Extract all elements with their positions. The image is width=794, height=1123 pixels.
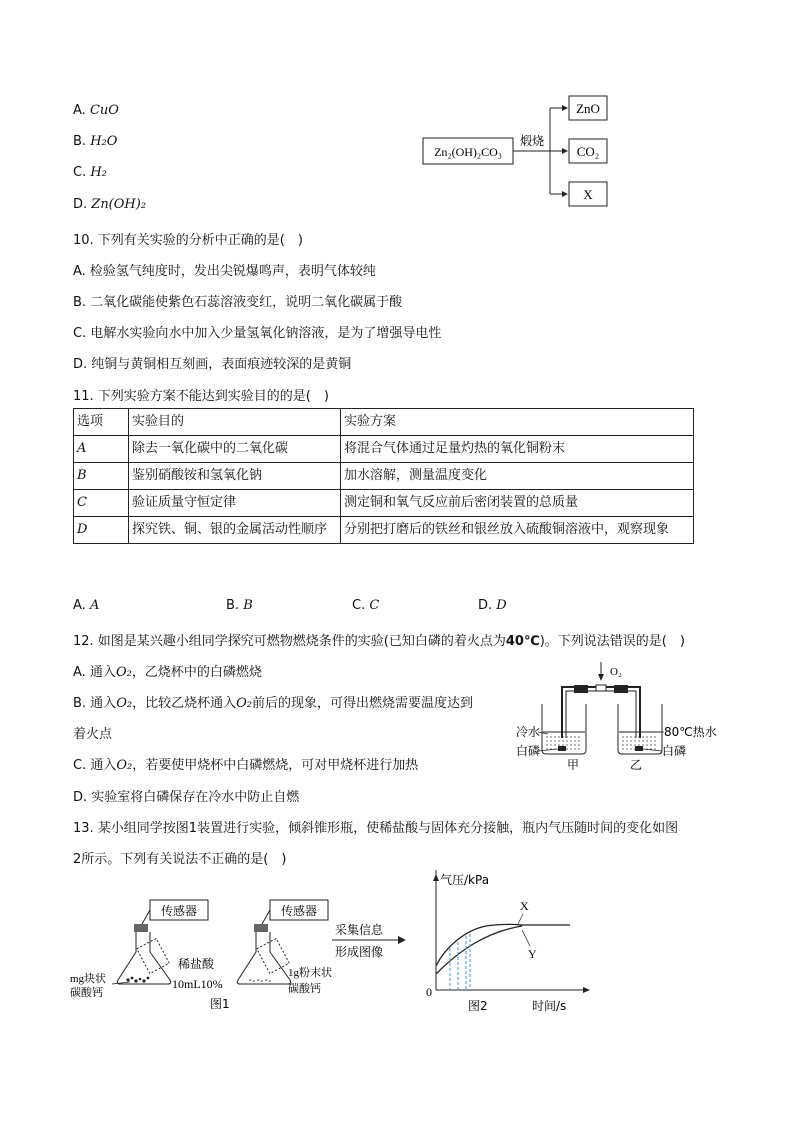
x-axis-label: 时间/s	[532, 999, 567, 1013]
figure-2-caption: 图2	[468, 999, 488, 1013]
table-row: A 除去一氧化碳中的二氧化碳 将混合气体通过足量灼热的氧化铜粉末	[74, 436, 694, 463]
q12-option-b-cont: 着火点	[73, 727, 113, 742]
figure-2-pressure-graph	[420, 870, 600, 1020]
product-label-1: ZnO	[576, 101, 600, 116]
q12-option-d: D. 实验室将白磷保存在冷水中防止自燃	[73, 790, 300, 805]
q12-option-c: C. 通入O₂，若要使甲烧杯中白磷燃烧，可对甲烧杯进行加热	[73, 758, 419, 773]
q10-option-b: B. 二氧化碳能使紫色石蕊溶液变红，说明二氧化碳属于酸	[73, 295, 403, 310]
reactant-label: Zn₂(OH)₂CO₃	[434, 145, 502, 159]
beaker-a-label: 甲	[567, 758, 580, 772]
table-row: C 验证质量守恒定律 测定铜和氧气反应前后密闭装置的总质量	[74, 490, 694, 517]
q11-answer-c: C. C	[352, 598, 380, 613]
left-solid-line1: mg块状	[70, 973, 107, 985]
q10-stem: 10. 下列有关实验的分析中正确的是( )	[73, 233, 303, 248]
product-label-3: X	[583, 187, 593, 202]
acid-label-line1: 稀盐酸	[178, 957, 215, 971]
header-goal: 实验目的	[129, 409, 341, 436]
beaker-b-label: 乙	[630, 758, 643, 772]
origin-label: 0	[426, 985, 432, 999]
left-solid-line2: 碳酸钙	[70, 986, 103, 999]
right-solid-line1: 1g粉末状	[288, 967, 332, 979]
right-solid-line2: 碳酸钙	[288, 982, 321, 995]
condition-label: 煅烧	[519, 134, 545, 148]
q12-option-b: B. 通入O₂，比较乙烧杯通入O₂前后的现象，可得出燃烧需要温度达到	[73, 696, 473, 711]
curve-x-label: X	[520, 899, 529, 913]
table-row: D 探究铁、铜、银的金属活动性顺序 分别把打磨后的铁丝和银丝放入硫酸铜溶液中，观察现象	[74, 517, 694, 544]
q13-stem-line2: 2所示。下列有关说法不正确的是( )	[73, 852, 287, 867]
q12-option-a: A. 通入O₂，乙烧杯中的白磷燃烧	[73, 665, 262, 680]
product-label-2: CO₂	[576, 144, 600, 159]
arrow-label-line1: 采集信息	[335, 923, 384, 937]
acid-label-line2: 10mL10%	[172, 977, 223, 991]
q13-stem-line1: 13. 某小组同学按图1装置进行实验，倾斜锥形瓶，使稀盐酸与固体充分接触，瓶内气压随时间的变化如图	[73, 821, 679, 836]
o2-label: O₂	[610, 666, 622, 678]
q12-stem: 12. 如图是某兴趣小组同学探究可燃物燃烧条件的实验(已知白磷的着火点为40℃)。下列说法错误的是( )	[73, 634, 685, 649]
q10-option-a: A. 检验氢气纯度时，发出尖锐爆鸣声，表明气体较纯	[73, 264, 376, 279]
table-header-row	[74, 409, 694, 436]
q9-option-c: C. H₂	[73, 165, 107, 180]
q11-table	[73, 408, 694, 544]
q11-stem: 11. 下列实验方案不能达到实验目的的是( )	[73, 389, 329, 404]
cold-water-label: 冷水	[516, 725, 541, 739]
sensor-label-left: 传感器	[160, 904, 198, 918]
combustion-apparatus	[510, 660, 730, 772]
arrow-label-line2: 形成图像	[335, 945, 384, 959]
hot-water-label: 80℃热水	[664, 725, 717, 739]
y-axis-label: 气压/kPa	[440, 873, 490, 887]
q9-option-b: B. H₂O	[73, 134, 118, 149]
q11-answer-d: D. D	[478, 598, 507, 613]
figure-1-caption: 图1	[210, 997, 230, 1011]
table-row: B 鉴别硝酸铵和氢氧化钠 加水溶解，测量温度变化	[74, 463, 694, 490]
reaction-diagram	[420, 92, 620, 212]
sensor-label-right: 传感器	[280, 904, 318, 918]
q9-option-a: A. CuO	[73, 103, 119, 118]
q10-option-c: C. 电解水实验向水中加入少量氢氧化钠溶液，是为了增强导电性	[73, 326, 442, 341]
q11-answer-a: A. A	[73, 598, 100, 613]
white-phosphorus-left-label: 白磷	[516, 744, 541, 758]
header-plan: 实验方案	[341, 409, 694, 436]
figure-1-apparatus	[70, 896, 420, 1016]
white-phosphorus-right-label: 白磷	[662, 744, 687, 758]
q9-option-d: D. Zn(OH)₂	[73, 197, 147, 212]
q10-option-d: D. 纯铜与黄铜相互刻画，表面痕迹较深的是黄铜	[73, 357, 352, 372]
curve-y-label: Y	[528, 947, 537, 961]
header-option: 选项	[74, 409, 129, 436]
q11-answer-b: B. B	[226, 598, 253, 613]
